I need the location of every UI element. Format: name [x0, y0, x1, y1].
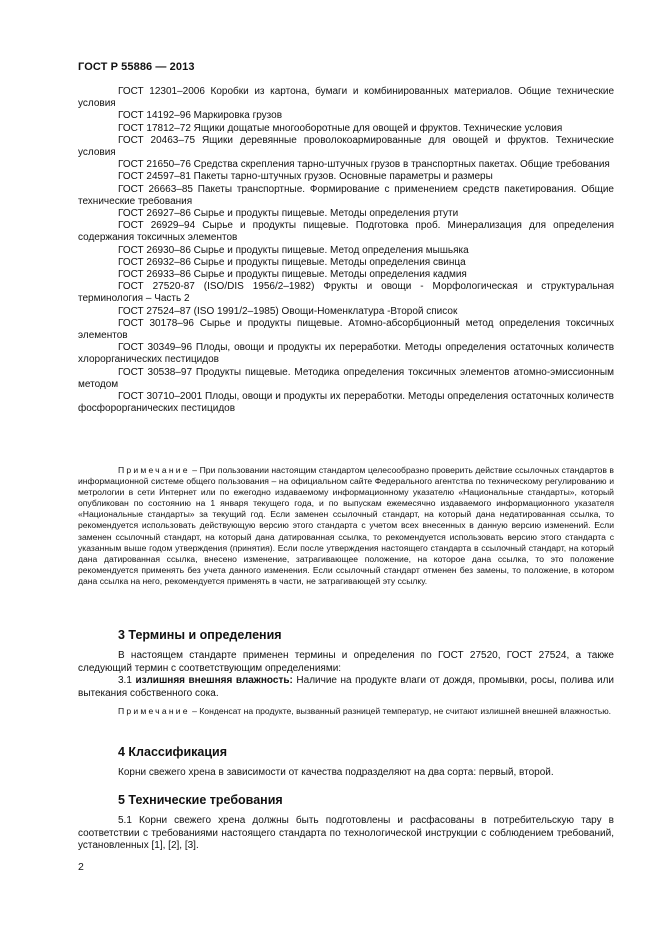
reference-item: ГОСТ 27524–87 (ISO 1991/2–1985) Овощи-Номенклатура -Второй список — [118, 305, 458, 317]
reference-item: ГОСТ 26933–86 Сырье и продукты пищевые. Методы определения кадмия — [118, 269, 467, 281]
reference-item: ГОСТ 26930–86 Сырье и продукты пищевые. Метод определения мышьяка — [118, 244, 469, 256]
normative-references-list — [78, 86, 614, 415]
section-3-title: 3 Термины и определения — [118, 628, 282, 642]
note-label: Примечание — [118, 465, 190, 475]
reference-item: ГОСТ 21650–76 Средства скрепления тарно-штучных грузов в транспортных пакетах. Общие требования — [118, 159, 610, 171]
section-5-text: 5.1 Корни свежего хрена должны быть подготовлены и расфасованы в потребительскую тару в соответствии с требованиями настоящего стандарта по технологической инструкции с соблюдением требований, установленных [1], [2], [3]. — [78, 815, 614, 852]
section-5-body — [78, 815, 614, 853]
section-3-note — [78, 706, 614, 717]
reference-item: ГОСТ 26932–86 Сырье и продукты пищевые. Методы определения свинца — [118, 256, 466, 268]
reference-item: ГОСТ 17812–72 Ящики дощатые многооборотные для овощей и фруктов. Технические условия — [118, 122, 563, 134]
section-5-title: 5 Технические требования — [118, 793, 283, 807]
reference-item: ГОСТ 26663–85 Пакеты транспортные. Формирование с применением средств пакетирования. Общие технические требования — [78, 183, 614, 207]
section-4-title: 4 Классификация — [118, 745, 228, 759]
term: излишняя внешняя влажность: — [135, 675, 293, 687]
reference-item: ГОСТ 20463–75 Ящики деревянные проволокоармированные для овощей и фруктов. Технические условия — [78, 134, 614, 159]
note-text: – При пользовании настоящим стандартом целесообразно проверить действие ссылочных стандартов в информационной системе общего пользования – на официальном сайте Федерального агентства по техническому регулированию и метрологии в сети Интернет или по ежегодно издаваемому информационному указателю «Национальные стандарты», который опубликован по состоянию на 1 января текущего года, и по выпускам ежемесячно издаваемого информационного указателя «Национальные стандарты» за текущий год. Если заменен ссылочный стандарт, на который дана недатированная ссылка, то рекомендуется использовать действующую версию этого стандарта с учетом всех внесенных в данную версию изменений. Если заменен ссылочный стандарт, на который дана датированная ссылка, то рекомендуется использовать версию этого стандарта с указанным выше годом утверждения (принятия). Если после утверждения настоящего стандарта в ссылочный стандарт, на который дана датированная ссылка, внесено изменение, затрагивающее положение, на которое дана ссылка, то это положение рекомендуется применять без учета данного изменения. Если ссылочный стандарт отменен без замены, то положение, в котором дана ссылка на него, рекомендуется применять в части, не затрагивающей эту ссылку. — [78, 465, 614, 586]
reference-item: ГОСТ 12301–2006 Коробки из картона, бумаги и комбинированных материалов. Общие технические условия — [78, 86, 614, 110]
definition: Наличие на продукте влаги от дождя, промывки, росы, полива или вытекания собственного сока. — [78, 675, 614, 699]
reference-item: ГОСТ 30178–96 Сырье и продукты пищевые. Атомно-абсорбционный метод определения токсичных элементов — [78, 317, 614, 342]
reference-item: ГОСТ 30538–97 Продукты пищевые. Методика определения токсичных элементов атомно-эмиссионным методом — [78, 366, 614, 390]
reference-item: ГОСТ 26929–94 Сырье и продукты пищевые. Подготовка проб. Минерализация для определения содержания токсичных элементов — [78, 220, 614, 244]
references-note — [78, 465, 614, 587]
running-header: ГОСТ Р 55886 — 2013 — [78, 61, 195, 73]
section-3-body — [78, 650, 614, 700]
reference-item: ГОСТ 27520-87 (ISO/DIS 1956/2–1982) Фрукты и овощи - Морфологическая и структуральная терминология – Часть 2 — [78, 281, 614, 305]
reference-item: ГОСТ 26927–86 Сырье и продукты пищевые. Методы определения ртути — [118, 208, 459, 220]
page-number: 2 — [78, 861, 84, 873]
term-number: 3.1 — [118, 675, 136, 687]
section-3-intro: В настоящем стандарте применен термины и определения по ГОСТ 27520, ГОСТ 27524, а также следующий термин с соответствующим определениями: — [78, 650, 614, 674]
section-4-text: Корни свежего хрена в зависимости от качества подразделяют на два сорта: первый, второй. — [118, 767, 554, 778]
term-definition — [78, 675, 614, 700]
section-4-body — [78, 767, 614, 780]
reference-item: ГОСТ 14192–96 Маркировка грузов — [118, 110, 283, 122]
reference-item: ГОСТ 30349–96 Плоды, овощи и продукты их переработки. Методы определения остаточных количеств хлорорганических пестицидов — [78, 342, 614, 366]
note-text: – Конденсат на продукте, вызванный разницей температур, не считают излишней внешней влажностью. — [189, 706, 612, 716]
note-label: Примечание — [118, 706, 190, 716]
reference-item: ГОСТ 30710–2001 Плоды, овощи и продукты их переработки. Методы определения остаточных количеств фосфорорганических пестицидов — [78, 391, 614, 415]
reference-item: ГОСТ 24597–81 Пакеты тарно-штучных грузов. Основные параметры и размеры — [118, 171, 493, 183]
